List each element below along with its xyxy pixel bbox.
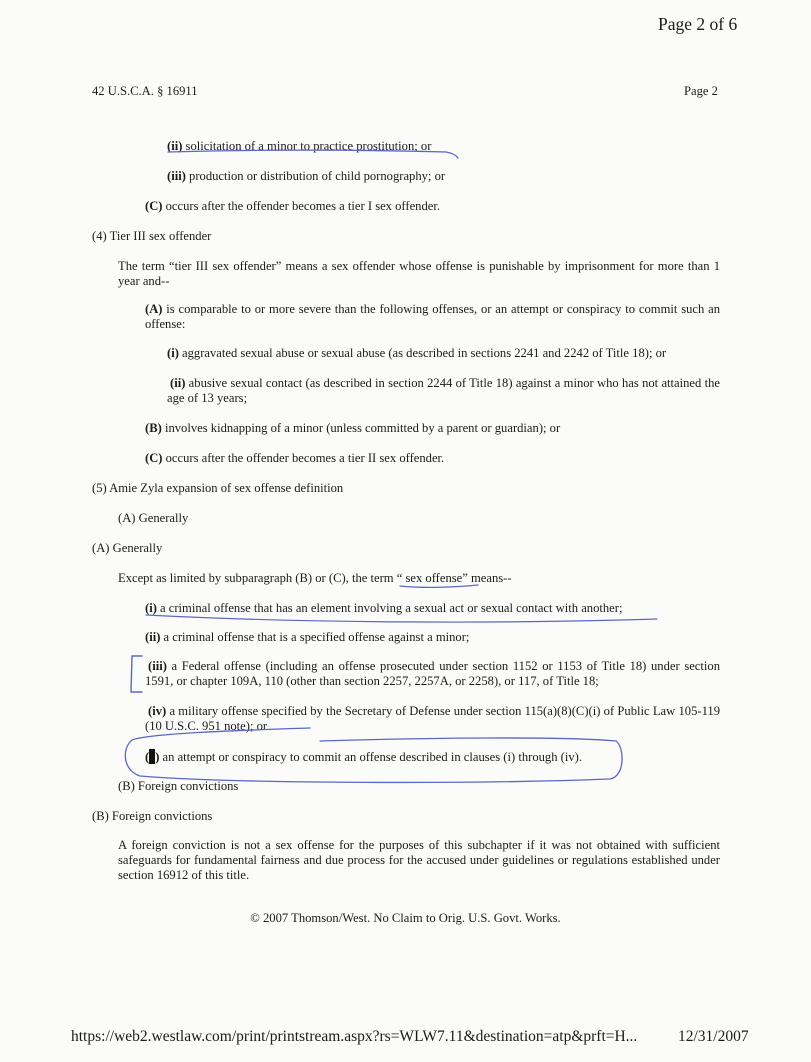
sex-offense-clause-iv — [145, 704, 720, 734]
clause-text: production or distribution of child pornography; or — [185, 169, 446, 183]
sex-offense-clause-ii — [145, 630, 469, 645]
print-url: https://web2.westlaw.com/print/printstream.aspx?rs=WLW7.11&destination=atp&prft=H... — [71, 1028, 638, 1045]
tier3-clause-ii — [167, 376, 720, 406]
clause-text: occurs after the offender becomes a tier II sex offender. — [162, 451, 445, 465]
clause-number: (iv) — [148, 704, 167, 718]
subheading-b-foreign: (B) Foreign convictions — [118, 779, 239, 793]
clause-text: a Federal offense (including an offense prosecuted under section 1152 or 1153 of Title 18) under section 1591, or chapter 109A, 110 (other than section 2257, 2257A, or 2258), or 117, of Title 18; — [145, 659, 720, 688]
subheading-a-generally-repeat: (A) Generally — [92, 541, 163, 555]
clause-number: (C) — [145, 451, 163, 465]
foreign-conviction-text: A foreign conviction is not a sex offense for the purposes of this subchapter if it was not obtained with sufficient safeguards for fundamental fairness and due process for the accused under guidelines or regulations established under section 16912 of this title. — [118, 838, 720, 882]
clause-ii-solicitation — [167, 139, 431, 154]
citation-header: 42 U.S.C.A. § 16911 — [92, 84, 198, 98]
sex-offense-clause-iii — [145, 659, 720, 689]
clause-text: a criminal offense that is a specified offense against a minor; — [160, 630, 470, 644]
clause-text: a military offense specified by the Secretary of Defense under section 115(a)(8)(C)(i) of Public Law 105-119 (10 U.S.C. 951 note); or — [145, 704, 720, 733]
tier3-heading: (4) Tier III sex offender — [92, 229, 212, 243]
clause-iii-production — [167, 169, 445, 184]
clause-text: a criminal offense that has an element involving a sexual act or sexual contact with another; — [156, 601, 623, 615]
page-label: Page 2 — [684, 84, 718, 98]
clause-text: is comparable to or more severe than the following offenses, or an attempt or conspiracy to commit such an offense: — [145, 302, 720, 331]
page-counter: Page 2 of 6 — [658, 14, 738, 34]
sex-offense-clause-i — [145, 601, 622, 616]
intro-text: Except as limited by subparagraph (B) or (C), the term “ — [118, 571, 406, 585]
clause-number: (iii) — [148, 659, 167, 673]
clause-number: (ii) — [167, 139, 183, 153]
bracket-clause-iii — [131, 656, 142, 692]
tier3-subpara-b — [145, 421, 560, 436]
clause-number: (i) — [145, 601, 157, 615]
sex-offense-clause-v — [145, 749, 582, 765]
clause-number: (C) — [145, 199, 163, 213]
subpara-c-tier1 — [145, 199, 440, 214]
clause-number: (ii) — [145, 630, 161, 644]
clause-text: an attempt or conspiracy to commit an offense described in clauses (i) through (iv). — [159, 750, 582, 764]
clause-text: abusive sexual contact (as described in section 2244 of Title 18) against a minor who has not attained the age of 13 years; — [167, 376, 720, 405]
clause-number: (ii) — [170, 376, 186, 390]
tier3-clause-i — [167, 346, 666, 361]
defined-term: sex offense — [405, 571, 463, 585]
copyright-footer: © 2007 Thomson/West. No Claim to Orig. U.S. Govt. Works. — [250, 911, 561, 925]
zyla-heading: (5) Amie Zyla expansion of sex offense definition — [92, 481, 344, 495]
subheading-b-foreign-repeat: (B) Foreign convictions — [92, 809, 213, 823]
sex-offense-intro — [118, 571, 512, 586]
tier3-subpara-a — [145, 302, 720, 332]
clause-open-paren: ( — [145, 750, 150, 764]
clause-close-paren: ) — [155, 750, 160, 764]
clause-number: (B) — [145, 421, 162, 435]
subheading-a-generally: (A) Generally — [118, 511, 189, 525]
print-date: 12/31/2007 — [678, 1028, 749, 1045]
clause-number: (i) — [167, 346, 179, 360]
clause-text: solicitation of a minor to practice prostitution; or — [182, 139, 432, 153]
clause-text: occurs after the offender becomes a tier I sex offender. — [162, 199, 441, 213]
clause-text: involves kidnapping of a minor (unless committed by a parent or guardian); or — [161, 421, 561, 435]
tier3-subpara-c — [145, 451, 444, 466]
clause-text: aggravated sexual abuse or sexual abuse (as described in sections 2241 and 2242 of Title 18); or — [178, 346, 667, 360]
clause-number: (A) — [145, 302, 163, 316]
intro-text-end: ” means-- — [462, 571, 512, 585]
clause-number: (iii) — [167, 169, 186, 183]
underline-clause-i — [146, 615, 657, 622]
tier3-definition: The term “tier III sex offender” means a sex offender whose offense is punishable by imprisonment for more than 1 year and-- — [118, 259, 720, 288]
